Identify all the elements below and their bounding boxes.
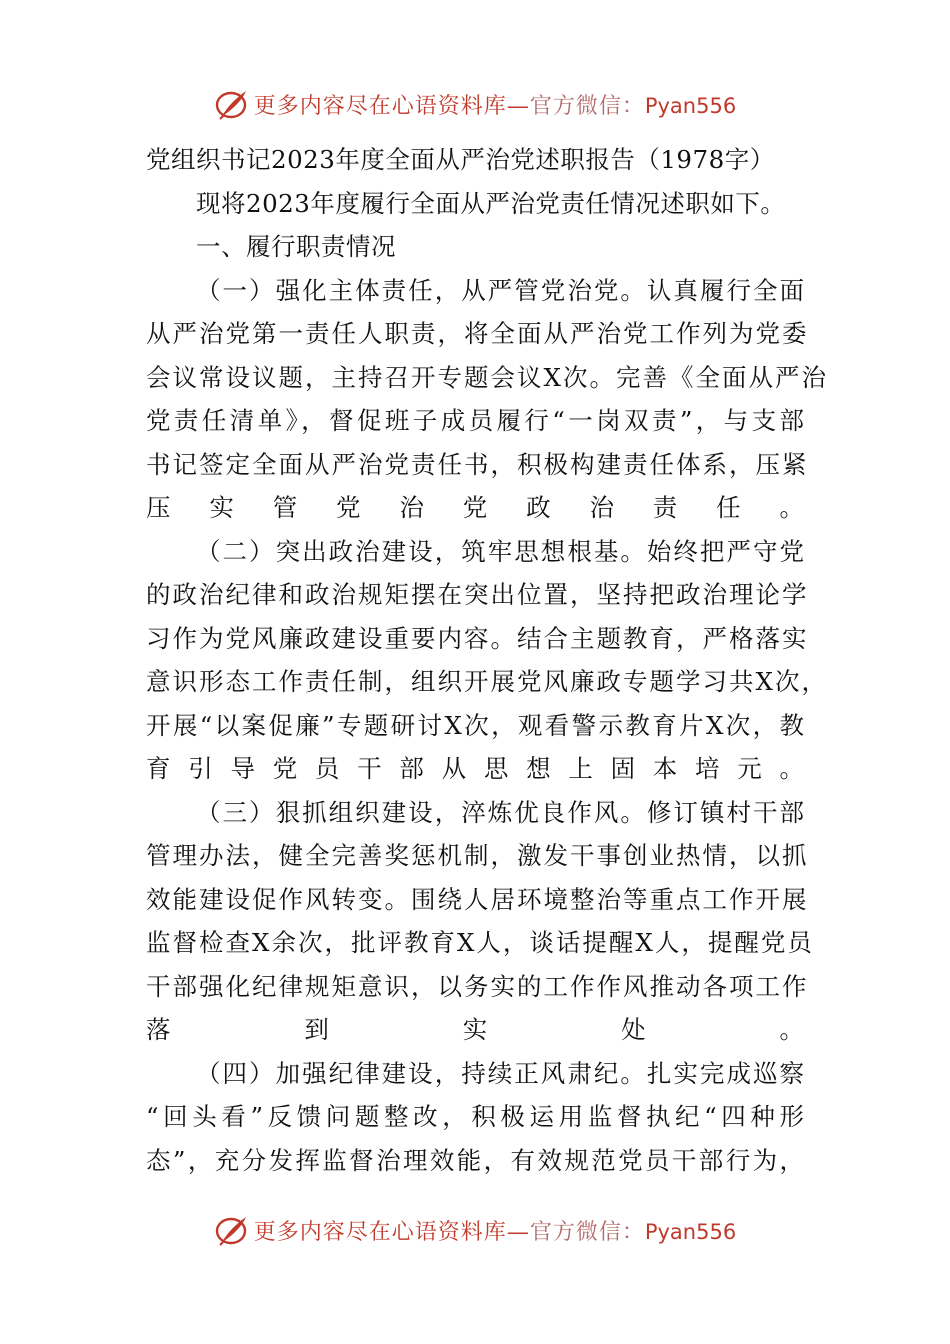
quill-logo-icon [214, 86, 250, 122]
document-title: 党组织书记2023年度全面从严治党述职报告（1978字） [146, 145, 775, 174]
quill-logo-icon [214, 1212, 250, 1248]
watermark-dash: — [506, 93, 530, 119]
paragraph-2: （二）突出政治建设，筑牢思想根基。始终把严守党 的政治纪律和政治规矩摆在突出位置，坚持把政治理论学 习作为党风廉政建设重要内容。结合主题教育，严格落实 意识形态工作责任制，组织开展党风廉政专题学习共X次， 开展“以案促廉”专题研讨X次，观看警示教育片X次，教 育引导党员干部从思想上固本培元。 [146, 536, 828, 783]
paragraph-4: （四）加强纪律建设，持续正风肃纪。扎实完成巡察 “回头看”反馈问题整改，积极运用监督执纪“四种形 态”，充分发挥监督治理效能，有效规范党员干部行为， [146, 1058, 806, 1175]
section-heading: 一、履行职责情况 [196, 232, 396, 261]
footer-watermark [0, 1210, 950, 1250]
header-watermark [0, 84, 950, 124]
watermark-wechat-label: 官方微信： [529, 93, 645, 119]
document-body [146, 138, 828, 1182]
watermark-main-text: 更多内容尽在心语资料库 [253, 1219, 507, 1245]
paragraph-1: （一）强化主体责任，从严管党治党。认真履行全面 从严治党第一责任人职责，将全面从严治党工作列为党委 会议常设议题，主持召开专题会议X次。完善《全面从严治 党责任清单》，督促班子成员履行“一岗双责”，与支部 书记签定全面从严治党责任书，积极构建责任体系，压紧 压实管党治党政治责任。 [146, 275, 828, 522]
watermark-main-text: 更多内容尽在心语资料库 [253, 93, 507, 119]
watermark-dash: — [506, 1219, 530, 1245]
document-intro: 现将2023年度履行全面从严治党责任情况述职如下。 [196, 188, 786, 218]
watermark-wechat-id: Pyan556 [644, 93, 737, 118]
watermark-wechat-label: 官方微信： [529, 1219, 645, 1245]
watermark-wechat-id: Pyan556 [644, 1219, 737, 1244]
paragraph-3: （三）狠抓组织建设，淬炼优良作风。修订镇村干部 管理办法，健全完善奖惩机制，激发干事创业热情，以抓 效能建设促作风转变。围绕人居环境整治等重点工作开展 监督检查X余次，批评教育X人，谈话提醒X人，提醒党员 干部强化纪律规矩意识，以务实的工作作风推动各项工作 落到实处。 [146, 797, 814, 1044]
